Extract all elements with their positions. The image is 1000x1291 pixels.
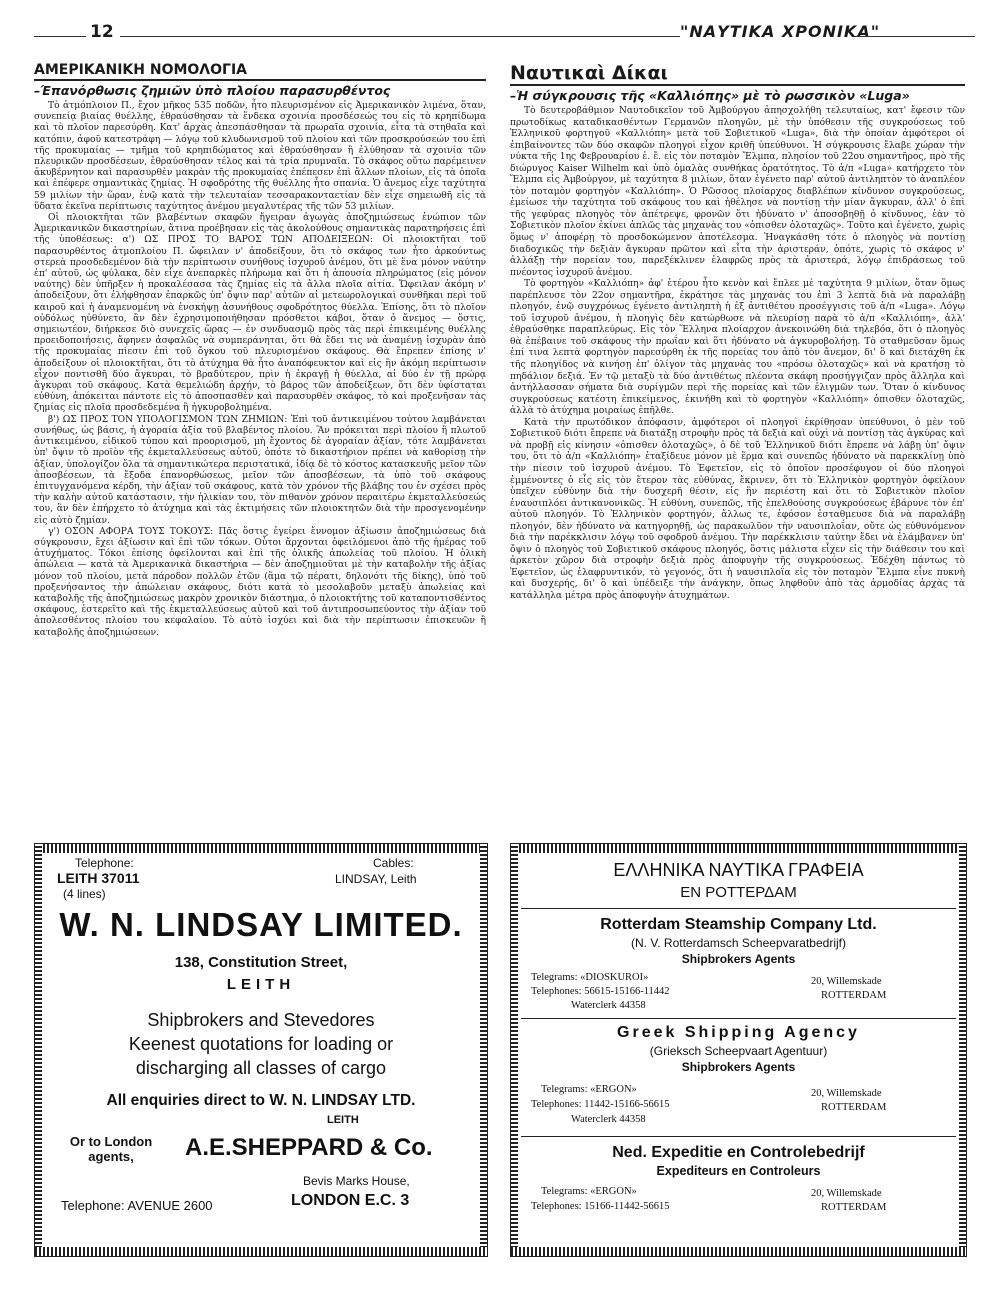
company-1-telephones: Telephones: 56615-15166-11442 bbox=[531, 986, 670, 997]
company-2-telephones: Telephones: 11442-15166-56615 bbox=[531, 1099, 670, 1110]
right-article-headline: –Ἡ σύγκρουσις τῆς «Καλλιόπης» μὲ τὸ ρωσσικὸν «Luga» bbox=[510, 88, 910, 103]
company-2-subname: (Grieksch Scheepvaart Agentuur) bbox=[649, 1044, 828, 1058]
lindsay-enquiries-city: LEITH bbox=[327, 1114, 359, 1126]
lindsay-telephone-lines: (4 lines) bbox=[63, 887, 106, 901]
left-paragraph-1: Τὸ ἀτμόπλοιον Π., ἔχον μῆκος 535 ποδῶν, ἦτο πλευρισμένον εἰς Ἀμερικανικὸν λιμένα, ὅταν, συνεπείᾳ βιαίας θυέλλης, ἐθραύσθησαν τὰ ἕνδεκα σχοινία προσδέσεώς του εἰς τὸ κρηπίδωμα καὶ τὸ πλοῖον παρεσύρθη. Κατ' ἀρχὰς ἀπεσπάσθησαν τὰ πρωραῖα σχοινία, εἶτα τὰ στηθαῖα καὶ κατόπιν, ἀφοῦ κατεστράφη — λόγῳ τοῦ κλυδωνισμοῦ τοῦ πλοίου καὶ τῶν προσκρούσεών του ἐπὶ τῆς προκυμαίας — τμῆμα τοῦ κρηπιδώματος καὶ ἐθραύσθησαν ἢ ἐλύθησαν τὰ σχοινία τῶν πλευρικῶν προσδέσεων, ἐθραύσθησαν τέλος καὶ τὰ τρία πρυμναῖα. Τὸ σκάφος οὕτω παρέμεινεν ἀκυβέρνητον καὶ παρασυρθὲν μακρὰν τῆς προκυμαίας ἐπέπεσεν ἐπὶ ἄλλων πλοίων, εἰς τὰ ὁποῖα καὶ ἐπέφερε σημαντικὰς ζημίας. Ἡ σφοδρότης τῆς θυέλλης ἦτο σπανία. Ὁ ἄνεμος εἶχε ταχύτητα 59 μιλίων τὴν ὥραν, ἐνῷ κατὰ τὴν τελευταίαν τεσσαρακονταετίαν δὲν εἶχε σημειωθῆ εἰς τὰ ὕδατα ἐκεῖνα περίπτωσις ταχύτητος ἀνέμου μεγαλυτέρας τῆς τῶν 53 μιλίων. bbox=[34, 101, 486, 212]
company-2-city: ROTTERDAM bbox=[821, 1102, 887, 1113]
left-paragraph-3: β') ΩΣ ΠΡΟΣ ΤΟΝ ΥΠΟΛΟΓΙΣΜΟΝ ΤΩΝ ΖΗΜΙΩΝ: Ἐπὶ τοῦ ἀντικειμένου τούτου λαμβάνεται συνήθως, ὡς βάσις, ἡ ἀγοραία ἀξία τοῦ βλαβέντος πλοίου. Ἂν πρόκειται περὶ πλοίου ἢ πλωτοῦ ἀντικειμένου, εἰδικοῦ τύπου καὶ προορισμοῦ, μὴ ἔχοντος δὲ ἀγοραίαν ἀξίαν, τότε λαμβάνεται ὑπ' ὄψιν τὸ προϊὸν τῆς ἐκμεταλλεύσεως αὐτοῦ, ὁπότε τὸ δικαστήριον πρέπει νὰ καθορίσῃ τὴν ἀξίαν, ὑπολογίζον ὅλα τὰ σημαντικώτερα περιστατικά, ἰδίᾳ δὲ τὸ κόστος κατασκευῆς μεῖον τῶν ἀποσβέσεων, τὰ ἔξοδα ἐπανορθώσεως, μεῖον τῶν ἀποσβέσεων, τὰ ὑπὸ τοῦ σκάφους ἐπιτυγχανόμενα κέρδη, τὴν ἀξίαν τοῦ σκάφους, κατὰ τὸν χρόνον τῆς βλάβης του ἐν σχέσει πρὸς τὴν καλὴν αὐτοῦ κατάστασιν, τὴν ἡλικίαν του, τὸν πιθανὸν χρόνον περαιτέρω ἐκμεταλλεύσεώς του, ἂν δὲν ἐπήρχετο τὸ ἀτύχημα καὶ τὰς ἐκτιμήσεις τῶν πλοιοκτητῶν διὰ τὴν προσγενομένην εἰς αὐτὸ ζημίαν. bbox=[34, 414, 486, 526]
header-rule-left bbox=[34, 36, 86, 37]
company-2-waterclerk: Waterclerk 44358 bbox=[571, 1114, 646, 1125]
company-1-name: Rotterdam Steamship Company Ltd. bbox=[600, 916, 877, 933]
lindsay-enquiries: All enquiries direct to W. N. LINDSAY LTD. bbox=[106, 1092, 416, 1109]
lindsay-agents-name: A.E.SHEPPARD & Co. bbox=[185, 1134, 433, 1161]
company-2-role: Shipbrokers Agents bbox=[681, 1060, 796, 1074]
lindsay-agents-phone: Telephone: AVENUE 2600 bbox=[61, 1198, 213, 1213]
rotterdam-divider bbox=[521, 1136, 956, 1137]
company-1-telegrams: Telegrams: «DIOSKUROI» bbox=[531, 972, 649, 983]
rotterdam-title-line2: ΕΝ ΡΟΤΤΕΡΔΑΜ bbox=[680, 884, 797, 901]
section-title-american-case-law: ΑΜΕΡΙΚΑΝΙΚΗ ΝΟΜΟΛΟΓΙΑ bbox=[34, 62, 486, 81]
company-1-street: 20, Willemskade bbox=[811, 976, 882, 987]
left-article bbox=[34, 62, 486, 639]
lindsay-cables-label: Cables: bbox=[373, 856, 414, 870]
right-article bbox=[510, 62, 965, 603]
ad-border-top bbox=[35, 844, 487, 853]
header-rule-right bbox=[855, 36, 975, 37]
company-1-role: Shipbrokers Agents bbox=[681, 952, 796, 966]
rotterdam-divider bbox=[521, 1018, 956, 1019]
rotterdam-divider bbox=[521, 908, 956, 909]
lindsay-services-line1: Shipbrokers and Stevedores bbox=[147, 1010, 375, 1030]
company-3-street: 20, Willemskade bbox=[811, 1188, 882, 1199]
company-2-street: 20, Willemskade bbox=[811, 1088, 882, 1099]
ad-border-top bbox=[511, 844, 966, 853]
company-3-role: Expediteurs en Controleurs bbox=[656, 1164, 821, 1178]
right-paragraph-2: Τὸ φορτηγὸν «Καλλιόπη» ἀφ' ἑτέρου ἦτο κενὸν καὶ ἔπλεε μὲ ταχύτητα 9 μιλίων, ὅταν ὅμως παρέπλευσε τὸν 22ον σημαντῆρα, ἐκράτησε τὰς μηχανὰς του ἐπὶ 3 λεπτὰ διὰ νὰ παραλάβῃ πλοηγόν, ἐνῷ συγχρόνως ἐγένετο ἀντιληπτὴ ἡ ἐξ ἀντιθέτου προσέγγισις τοῦ ἀ/π «Luga». Λόγῳ τοῦ ἰσχυροῦ ἀνέμου, ἡ πλοηγὶς δὲν κατώρθωσε νὰ πλευρίσῃ παρὰ τὸ ἀ/π «Καλλιόπη», ἀλλ' ἐθραύσθηκε παραπλεύρως. Εἰς τὸν Ἕλληνα πλοίαρχον ἀνεκοινώθη διὰ τηλεβόα, ὅτι ὁ πλοηγὸς θὰ ἐπέβαινε τοῦ σκάφους τὴν πρωΐαν καὶ ὅτι ἠδύνατο νὰ ἀγκυροβολήσῃ. Τὸ σταθμεῦσαν ὅμως ἐπί τινα λεπτὰ φορτηγὸν παρεσύρθη ἐκ τῆς πορείας του ἀπὸ τὸν ἄνεμον, δι' ὃ καὶ διετάχθη ἐκ τῆς πλοηγίδος νὰ κινήσῃ ἐπ' ὀλίγον τὰς μηχανὰς του «πρόσω ὁλοταχῶς» καὶ νὰ κρατήσῃ τὸ πηδάλιον δεξιά. Ἐν τῷ μεταξὺ τὰ δύο ἀντιθέτως πλέοντα σκάφη προσήγγιζαν πρὸς ἄλληλα καὶ ἀντήλλασσαν σήματα διὰ συρίγμῶν περὶ τῆς πορείας καὶ τῶν ἑλιγμῶν των. Ὅταν ὁ κίνδυνος συγκρούσεως κατέστη ἐπικείμενος, ἐκινήθη καὶ τὸ φορτηγὸν «Καλλιόπη» ὀπισθεν ὁλοταχῶς, ἀλλὰ τὸ ἀτύχημα μοιραίως ἐπῆλθε. bbox=[510, 279, 965, 417]
right-paragraph-3: Κατὰ τὴν πρωτόδικον ἀπόφασιν, ἀμφότεροι οἱ πλοηγοὶ ἐκρίθησαν ὑπεύθυνοι, ὁ μὲν τοῦ Σοβιετικοῦ διότι ἔπρεπε νὰ διατάξῃ στροφὴν πρὸς τὰ δεξιὰ καὶ οὐχὶ νὰ ποντίσῃ τὰς ἀγκύρας καὶ νὰ προβῇ εἰς κίνησιν «ὀπισθεν ὁλοταχῶς», ὁ δὲ τοῦ Ἑλληνικοῦ διότι ἔπρεπε νὰ λάβῃ ὑπ' ὄψιν του, ὅτι τὸ ἀ/π «Καλλιόπη» ἐταξίδευε μόνον μὲ ἕρμα καὶ συνεπῶς ἠδύνατο νὰ παρεκκλίνῃ ὑπὸ τὴν πίεσιν τοῦ ἰσχυροῦ ἀνέμου. Τὸ Ἐφετεῖον, εἰς τὸ ὁποῖον προσέφυγον οἱ δύο πλοηγοὶ ἐμμένοντες ὁ εἷς εἰς τὸν ἕτερον τὰς εὐθύνας, ἔκρινεν, ὅτι τὸ Ἑλληνικὸν φορτηγὸν ὀφείλουν ὑπεῖχεν εὐθύνην διὰ τὴν δυσχερῆ θέσιν, εἰς ἣν περιέστη καὶ ὅτι τὸ Σοβιετικὸν πλοῖον ἐναυσιπλόει ἀντικανονικῶς. Ἡ εὐθύνη, συνεπῶς, τῆς ἐπελθούσης συγκρούσεως ἐβάρυνε τὸν ἐπ' αὐτοῦ πλοηγόν. Τὸ Ἑλληνικὸν φορτηγόν, ἄλλως τε, ἐφόσον ἐσταθμευσε διὰ νὰ παραλάβῃ πλοηγόν, δὲν ἠδύνατο νὰ κατηγορηθῇ, ὡς παρακωλῦον τὴν ναυσιπλοΐαν, οὔτε ὡς εὐθυνόμενον διὰ τὴν παρέκκλισιν λόγῳ τοῦ σφοδροῦ ἀνέμου. Τὴν παρέκκλισιν ταύτην ἔδει νὰ ἐλάμβανεν ὑπ' ὄψιν ὁ πλοηγὸς τοῦ Σοβιετικοῦ σκάφους πλοηγός, ὅστις μάλιστα εἶχεν εἰς τὴν διάθεσιν του καὶ ἀρκετὸν χῶρον διὰ στροφὴν δεξιὰ πρὸς ἀποφυγὴν τῆς συγκρούσεως. Ἐδέχθη πάντως τὸ Ἐφετεῖον, ὡς ἐλαφρυντικόν, τὸ γεγονός, ὅτι ἡ ναυσιπλοΐα εἰς τὸν ποταμὸν Ἔλμπα εἶνε πυκνὴ καὶ δυσχερής, δι' ὃ καὶ ὑπέδειξε τὴν ἀνάγκην, ὅπως ληφθοῦν ἀπὸ τὰς ἁρμοδίας ἀρχὰς τὰ κατάλληλα μέτρα πρὸς ἀποφυγὴν ἀτυχημάτων. bbox=[510, 417, 965, 601]
ad-border-bottom bbox=[511, 1247, 966, 1256]
left-paragraph-2: Οἱ πλοιοκτῆται τῶν βλαβέντων σκαφῶν ἤγειραν ἀγωγὰς ἀποζημιώσεως ἐνώπιον τῶν Ἀμερικανικῶν δικαστηρίων, ἅτινα προέβησαν εἰς τὰς ἀκολούθους σημαντικὰς παρατηρήσεις ἐπὶ τῆς ὑποθέσεως: α') ΩΣ ΠΡΟΣ ΤΟ ΒΑΡΟΣ ΤΩΝ ΑΠΟΔΕΙΞΕΩΝ: Οἱ πλοιοκτῆται τοῦ παρασυρθέντος ἀτμοπλοίου Π. ὤφειλαν ν' ἀποδείξουν, ὅτι τὸ σκάφος των ἦτο ἀρκούντως στερεὰ προσδεδεμένον διὰ τὴν περίπτωσιν συνήθους ἰσχυροῦ ἀνέμου, ὅτι μὲ ἕνα μόνον ναύτην ἐπ' αὐτοῦ, ὡς φύλακα, δὲν εἶχε ἀνεπαρκὲς πλήρωμα καὶ ὅτι ἡ ἀπουσία πληρώματος (εἰς μόνον ναύτης) δὲν ὑπῆρξεν ἡ προκαλέσασα τὰς ζημίας εἰς τὰ ἄλλα πλοῖα αἰτία. Ὤφειλαν ἀκόμη ν' ἀποδείξουν, ὅτι ἐλήφθησαν ἐπαρκῶς ὑπ' ὄψιν παρ' αὐτῶν αἱ μετεωρολογικαὶ συνθῆκαι περὶ τοῦ καιροῦ καὶ ἡ ἀναμενομένη νὰ ἐνσκήψῃ ἀσυνήθους σφοδρότητος θύελλα. Ἐπίσης, ὅτι τὸ πλοῖον οὐδόλως ηὐθύνετο, ἂν δὲν ἐχρησιμοποιήθησαν πρόσθετοι κάβοι, ὅταν ὁ ἄνεμος — ὅστις, σημειωτέον, διήρκεσε διὸ συνεχεῖς ὥρας — ἐν συνδυασμῷ πρὸς τὰς περὶ ἐπικειμένης θυέλλης προειδοποιήσεις, ἄφηνεν ἀσφαλῶς νὰ συμπεράνηται, ὅτι θὰ ἔδει τις νὰ ἀναμένῃ ἰσχυρὰν ἀπὸ τῆς προκυμαίας πίεσιν ἐπὶ τοῦ ὄγκου τοῦ πλευρισμένου σκάφους. Θὰ ἔπρεπεν ἐπίσης ν' ἀποδείξουν οἱ πλοιοκτῆται, ὅτι τὸ ἀτύχημα θὰ ἦτο ἀναπόφευκτον καὶ εἰς ἣν ἀκόμη περίπτωσιν εἶχον ποντισθῆ δύο ἄγκυραι, τὸ βραδύτερον, πρὶν ἡ ἐκραγῇ ἡ θύελλα, αἱ δύο ἐν τῇ πρώρᾳ ἄγκυραι τοῦ σκάφους. Κατὰ θεμελιώδη ἀρχήν, τὸ βάρος τῶν ἀποδείξεων, ὅτι δὲν ὑφίσταται εὐθύνη, ἀπόκειται πάντοτε εἰς τὸ ἀποσπασθὲν καὶ παρασυρθὲν σκάφος, τὸ καὶ προξενῆσαν τὰς ζημίας εἰς πλοῖα προσδεδεμένα ἢ ἠγκυροβολημένα. bbox=[34, 213, 486, 414]
page-number: 12 bbox=[90, 22, 114, 42]
company-3-city: ROTTERDAM bbox=[821, 1202, 887, 1213]
lindsay-agents-prefix: Or to London agents, bbox=[69, 1134, 153, 1164]
company-3-telegrams: Telegrams: «ERGON» bbox=[541, 1186, 637, 1197]
publication-title: "ΝΑΥΤΙΚΑ ΧΡΟΝΙΚΑ" bbox=[680, 22, 881, 41]
lindsay-city: LEITH bbox=[226, 976, 296, 993]
section-title-maritime-cases: Ναυτικαὶ Δίκαι bbox=[510, 62, 965, 86]
company-1-waterclerk: Waterclerk 44358 bbox=[571, 1000, 646, 1011]
left-paragraph-4: γ') ΟΣΟΝ ΑΦΟΡΑ ΤΟΥΣ ΤΟΚΟΥΣ: Πᾶς ὅστις ἐγείρει ἔννομον ἀξίωσιν ἀποζημιώσεως διὰ σύγκρουσιν, ἔχει ἀξίωσιν καὶ ἐπὶ τῶν τόκων. Οὗτοι ἄρχονται ὀφειλόμενοι ἀπὸ τῆς ἡμέρας τοῦ ἀτυχήματος. Τόκοι ἐπίσης ὀφείλονται καὶ ἐπὶ τῆς ὁλικῆς ἀπωλείας τοῦ πλοίου. Ἡ ὁλικὴ ἀπώλεια — κατὰ τὰ Ἀμερικανικὰ δικαστήρια — δὲν ἀποζημιοῦται μὲ τὴν καταβολὴν τῆς ἀξίας μόνον τοῦ πλοίου, μετὰ πάροδον πολλῶν ἐτῶν (ἅμα τῷ πέρατι, δηλονότι τῆς δίκης), ὑπὸ τοῦ προξενήσαντος τὴν ἀπώλειαν σκάφους, διότι κατὰ τὸ μεσολαβοῦν μεταξὺ ἀπωλείας καὶ καταβολῆς τῆς ἀποζημιώσεως μακρὸν χρονικὸν διάστημα, ὁ πλοιοκτήτης τοῦ καταποντισθέντος σκάφους, ἐστερεῖτο καὶ τῆς ἐκμεταλλεύσεως αὐτοῦ καὶ τοῦ ἀντιπροσωπεύοντος τὴν ἀξίαν τοῦ ἀπολεσθέντος πλοίου του κεφαλαίου. Τὸ αὐτὸ ἰσχύει καὶ διὰ τὴν περίπτωσιν ἐπισκευῶν ἢ καταβολῆς ἀποζημιώσεων. bbox=[34, 526, 486, 638]
ad-border-bottom bbox=[35, 1247, 487, 1256]
ad-rotterdam bbox=[510, 843, 967, 1257]
lindsay-company-name: W. N. LINDSAY LIMITED. bbox=[59, 906, 463, 943]
company-1-city: ROTTERDAM bbox=[821, 990, 887, 1001]
lindsay-agents-city: LONDON E.C. 3 bbox=[291, 1192, 410, 1209]
company-1-subname: (N. V. Rotterdamsch Scheepvaratbedrijf) bbox=[631, 936, 846, 950]
left-article-headline: –Έπανόρθωσις ζημιῶν ὑπὸ πλοίου παρασυρθέντος bbox=[34, 83, 391, 98]
lindsay-services-line3: discharging all classes of cargo bbox=[135, 1058, 387, 1078]
lindsay-address: 138, Constitution Street, bbox=[174, 954, 348, 971]
company-3-name: Ned. Expeditie en Controlebedrijf bbox=[612, 1144, 865, 1161]
lindsay-telephone-number: LEITH 37011 bbox=[57, 870, 140, 886]
header-rule-middle bbox=[120, 36, 680, 37]
right-paragraph-1: Τὸ δευτεροβάθμιον Ναυτοδικεῖον τοῦ Ἀμβούργου ἀπησχολήθη τελευταίως, κατ' ἔφεσιν τῶν πρωτοδίκως καταδικασθέντων Γερμανῶν πλοηγῶν, μὲ τὴν ὑπόθεσιν τῆς συγκρούσεως τοῦ Ἑλληνικοῦ φορτηγοῦ «Καλλιόπη» μετὰ τοῦ Σοβιετικοῦ «Luga», διὰ τὴν ὁποίαν ἀμφότεροι οἱ ἐπιβαίνοντες τῶν δύο σκαφῶν πλοηγοὶ εἶχον κριθῆ ὑπεύθυνοι. Ἡ σύγκρουσις ἔλαβε χώραν τὴν νύκτα τῆς 1ης Φεβρουαρίου ἐ. ἔ. εἰς τὸν ποταμὸν Ἔλμπα, πλησίον τοῦ 22ου σημαντῆρος, πρὸ τῆς διώρυγος Kaiser Wilhelm καὶ ὑπὸ ὁμαλὰς συνθήκας ὁρατότητος. Τὸ ἀ/π «Luga» κατήρχετο τὸν Ἔλμπα εἰς Ἀμβούργον, μὲ ταχύτητα 8 μιλίων, ὅταν ἐγένετο παρ' αὐτοῦ ἀντιληπτὸν τὸ ἀναπλέον τὸν ποταμὸν φορτηγὸν «Καλλιόπη». Ὁ Ρῶσσος πλοίαρχος διαβλέπων κίνδυνον συγκρούσεως, ἐμείωσε τὴν ταχύτητα τοῦ σκάφους του καὶ ἠθέλησε νὰ ποντίσῃ τὴν μίαν ἄγκυραν, ἀλλ' ὁ ἐπὶ τῆς γεφύρας πλοηγὸς τὸν ἀπέτρεψε, φρονῶν ὅτι ἠδύνατο ν' ἀποσοβηθῇ ὁ κίνδυνος, ἐὰν τὸ Σοβιετικὸν πλοῖον ἐκίνει ἁπλῶς τὰς μηχανὰς του «ὀπισθεν ὁλοταχῶς». Τοῦτο καὶ ἐγένετο, χωρὶς ὅμως ν' ἀποφέρῃ τὸ προσδοκώμενον ἀποτέλεσμα. Ἠναγκάσθη τότε ὁ πλοηγὸς νὰ ποντίσῃ διαδοχικῶς τὴν δεξιὰν ἄγκυραν πρῶτον καὶ εἶτα τὴν ἀριστεράν, ὁπότε, χωρὶς τὸ σκάφος ν' ἀλλάξῃ τὴν πορείαν του, παρεξέκλινεν ἐλαφρῶς πρὸς τὰ ἀριστερά, λόγῳ ἐπιδράσεως τοῦ πνέοντος ἰσχυροῦ ἀνέμου. bbox=[510, 106, 965, 278]
company-3-telephones: Telephones: 15166-11442-56615 bbox=[531, 1201, 670, 1212]
company-2-telegrams: Telegrams: «ERGON» bbox=[541, 1084, 637, 1095]
lindsay-telephone-label: Telephone: bbox=[75, 856, 134, 870]
company-2-name: Greek Shipping Agency bbox=[617, 1024, 860, 1041]
rotterdam-title-line1: ΕΛΛΗΝΙΚΑ ΝΑΥΤΙΚΑ ΓΡΑΦΕΙΑ bbox=[613, 860, 864, 880]
lindsay-agents-address: Bevis Marks House, bbox=[303, 1174, 410, 1188]
lindsay-services-line2: Keenest quotations for loading or bbox=[128, 1034, 394, 1054]
lindsay-cables-value: LINDSAY, Leith bbox=[335, 872, 417, 886]
ad-lindsay bbox=[34, 843, 488, 1257]
